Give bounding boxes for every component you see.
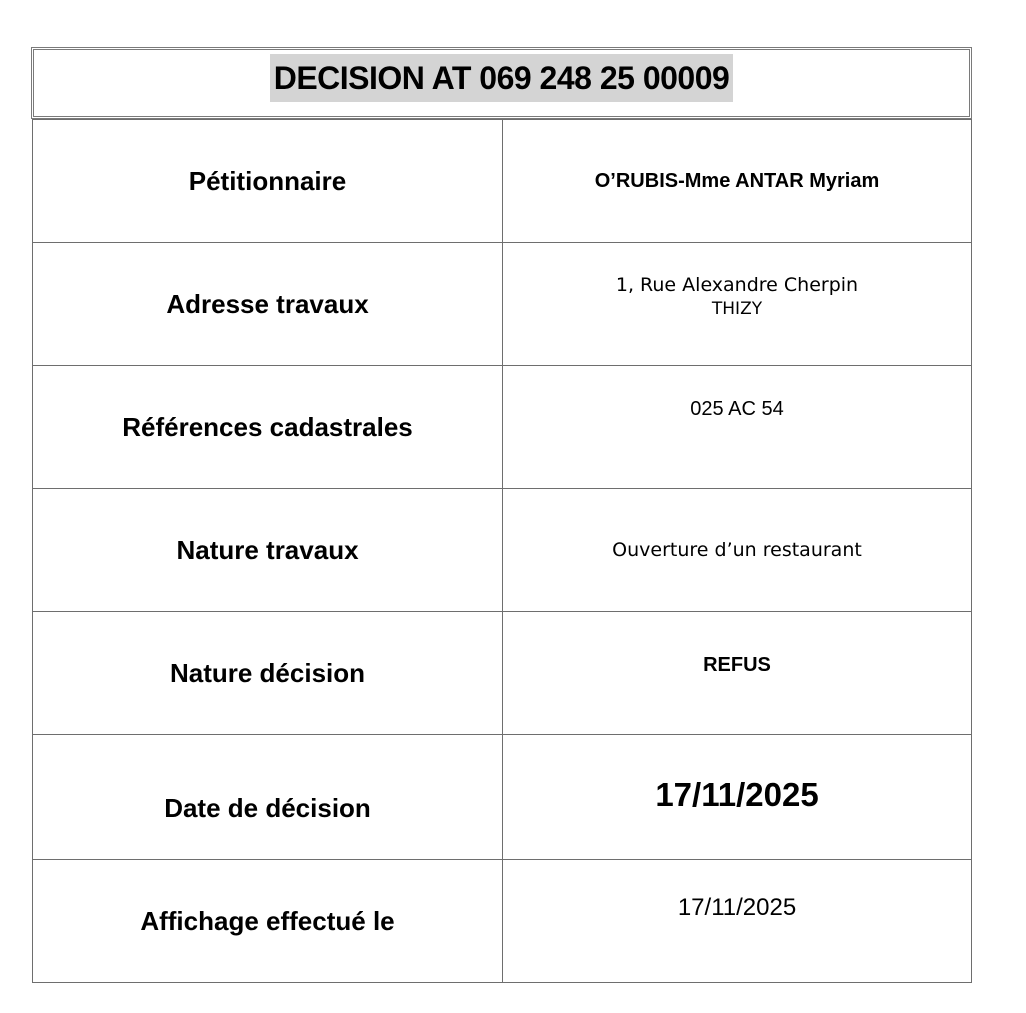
- document-title: DECISION AT 069 248 25 00009: [270, 54, 734, 102]
- document-title-box: [31, 47, 972, 119]
- table-row-adresse: [33, 243, 972, 366]
- address-street: 1, Rue Alexandre Cherpin: [615, 274, 859, 296]
- label-nature-decision: Nature décision: [33, 612, 503, 735]
- value-affichage-effectue: [503, 860, 972, 983]
- cadastral-reference: 025 AC 54: [690, 398, 784, 420]
- value-references-cadastrales: [503, 366, 972, 489]
- label-nature-travaux: Nature travaux: [33, 489, 503, 612]
- value-adresse-travaux: [503, 243, 972, 366]
- label-adresse-travaux: Adresse travaux: [33, 243, 503, 366]
- value-petitionnaire: [503, 120, 972, 243]
- address-city: THIZY: [711, 299, 763, 319]
- table-row-cadastre: [33, 366, 972, 489]
- decision-table: [32, 119, 972, 983]
- table-row-date-decision: [33, 735, 972, 860]
- table-row-nature-decision: [33, 612, 972, 735]
- posting-date: 17/11/2025: [677, 894, 797, 921]
- value-nature-decision: [503, 612, 972, 735]
- decision-date: 17/11/2025: [655, 776, 819, 813]
- decision-status: REFUS: [703, 653, 771, 676]
- table-row-nature-travaux: [33, 489, 972, 612]
- label-references-cadastrales: Références cadastrales: [33, 366, 503, 489]
- table-row-petitionnaire: [33, 120, 972, 243]
- value-nature-travaux: [503, 489, 972, 612]
- works-nature: Ouverture d’un restaurant: [612, 539, 862, 561]
- label-affichage-effectue: Affichage effectué le: [33, 860, 503, 983]
- label-date-decision: Date de décision: [33, 735, 503, 860]
- petitionnaire-name: O’RUBIS-Mme ANTAR Myriam: [594, 169, 880, 192]
- value-date-decision: [503, 735, 972, 860]
- table-row-affichage: [33, 860, 972, 983]
- label-petitionnaire: Pétitionnaire: [33, 120, 503, 243]
